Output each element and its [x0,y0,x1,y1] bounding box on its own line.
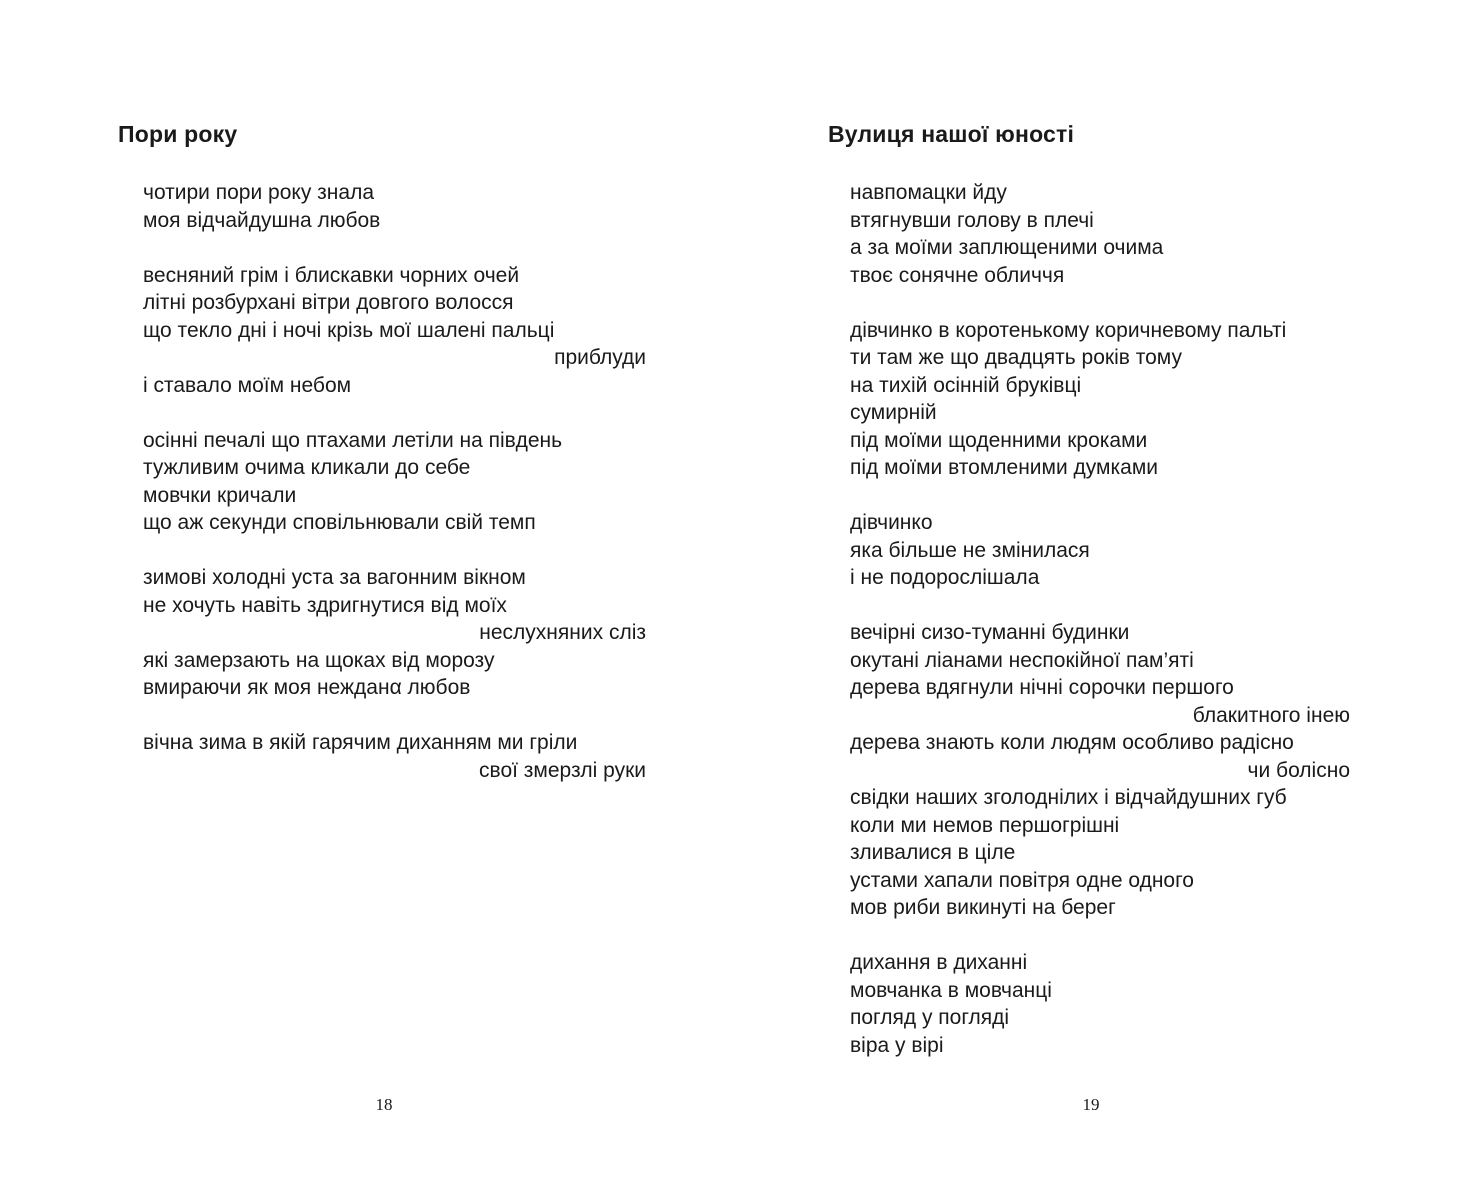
poem-line: літні розбурхані вітри довгого волосся [143,291,514,314]
stanza-break [143,537,646,565]
poem-line: сумирній [850,401,937,424]
poem-line: вмираючи як моя нежданα любов [143,676,471,699]
poem-line: навпомацки йду [850,181,1007,204]
poem-line: мов риби викинуті на берег [850,896,1116,919]
poem-line: окутані ліанами неспокійної пам’яті [850,648,1194,672]
poem-line: коли ми немов першогрішні [850,813,1120,837]
poem-line-continuation: чи болісно [1247,758,1350,782]
poem-line: свідки наших зголоднілих і відчайдушних губ [850,786,1287,809]
poem-line: ти там же що двадцять років тому [850,346,1182,369]
poem-line: дівчинко в коротенькому коричневому пальті [850,318,1287,342]
poem-title: Пори року [118,121,238,147]
poem-line: дерева знають коли людям особливо радісно [850,731,1294,754]
poem-line-continuation: блакитного інею [1192,703,1350,727]
poem-line: і ставало моїм небом [143,373,352,397]
poem-body [850,179,1350,1059]
poem-line: вечірні сизо-туманні будинки [850,621,1130,644]
stanza-break [143,702,646,730]
poem-line: втягнувши голову в плечі [850,208,1094,232]
poem-title: Вулиця нашої юності [828,121,1075,147]
poem-line: дівчинко [850,511,933,534]
poem-body [143,179,646,784]
poem-line: і не подорослішала [850,566,1040,589]
poem-line: зливалися в ціле [850,841,1016,864]
poem-line: моя відчайдушна любов [143,208,381,232]
poem-line: тужливим очима кликали до себе [143,456,471,479]
poem-line: весняний грім і блискавки чорних очей [143,263,520,287]
poem-line: дихання в диханні [850,951,1028,974]
stanza-break [850,289,1350,317]
right-page [738,0,1476,1181]
poem-line: твоє сонячне обличчя [850,263,1065,287]
poem-line: зимові холодні уста за вагонним вікном [143,566,526,589]
poem-line: що текло дні і ночі крізь мої шалені пальці [143,318,555,342]
page-number: 19 [1082,1095,1100,1114]
poem-line: устами хапали повітря одне одного [850,868,1194,892]
poem-line: чотири пори року знала [143,181,374,204]
poem-line: не хочуть навіть здригнутися від моїх [143,593,507,617]
poem-line: дерева вдягнули нічні сорочки першого [850,676,1234,699]
poem-line: осінні печалі що птахами летіли на південь [143,428,563,452]
page-number: 18 [375,1095,393,1114]
poem-line-continuation: приблуди [554,346,646,369]
stanza-break [143,234,646,262]
stanza-break [850,482,1350,510]
poem-line: які замерзають на щоках від морозу [143,648,495,672]
poem-line: віра у вірі [850,1033,944,1057]
poem-line: під моїми втомленими думками [850,456,1158,479]
poem-line: мовчанка в мовчанці [850,978,1052,1002]
poem-line: мовчки кричали [143,483,297,507]
poem-line: а за моїми заплющеними очима [850,236,1164,259]
poem-line: під моїми щоденними кроками [850,428,1148,452]
poem-line: на тихій осінній бруківці [850,373,1082,397]
stanza-break [143,399,646,427]
poem-line-continuation: неслухняних сліз [479,621,646,644]
stanza-break [850,592,1350,620]
poem-line: погляд у погляді [850,1006,1010,1029]
poem-line-continuation: свої змерзлі руки [479,758,646,782]
stanza-break [850,922,1350,950]
poem-line: яка більше не змінилася [850,538,1090,562]
poem-line: що аж секунди сповільнювали свій темп [143,511,536,534]
poem-line: вічна зима в якій гарячим диханням ми гріли [143,731,578,754]
